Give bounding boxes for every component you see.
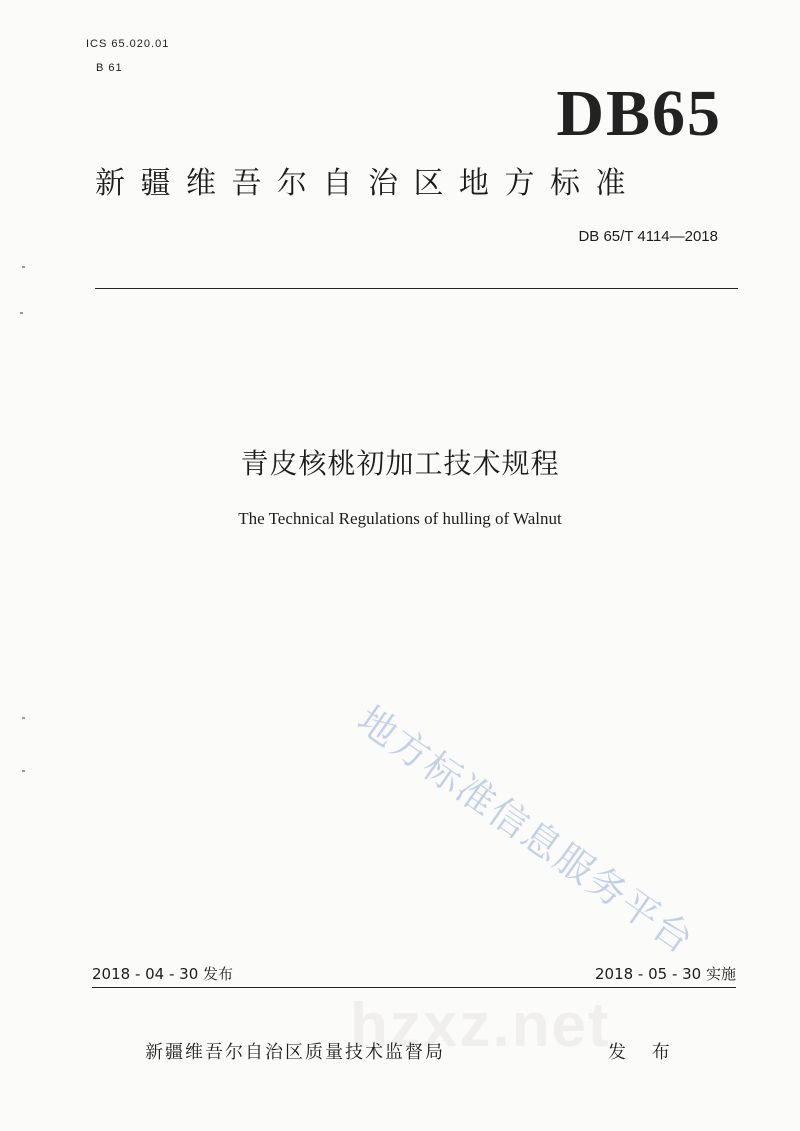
implementation-date: 2018 - 05 - 30 实施: [594, 965, 736, 983]
platform-watermark: 地方标准信息服务平台: [349, 697, 703, 963]
document-title-english: The Technical Regulations of hulling of Walnut: [238, 509, 562, 528]
issue-date: 2018 - 04 - 30 发布: [92, 965, 234, 983]
scan-speck: [20, 312, 23, 314]
scan-speck: [22, 717, 25, 719]
scan-speck: [22, 770, 25, 772]
document-title: 青皮核桃初加工技术规程: [240, 447, 560, 480]
standard-type-heading: 新疆维吾尔自治区地方标准: [95, 166, 641, 201]
classification-code: B 61: [96, 62, 123, 74]
ics-code: ICS 65.020.01: [86, 38, 170, 50]
publisher-name: 新疆维吾尔自治区质量技术监督局: [145, 1042, 445, 1063]
scan-speck: [22, 266, 25, 268]
publish-label: 发 布: [608, 1042, 680, 1063]
db-logo: DB65: [556, 77, 722, 150]
top-divider: [95, 288, 738, 289]
site-watermark: hzxz.net: [350, 991, 611, 1060]
standard-code: DB 65/T 4114—2018: [578, 228, 718, 245]
bottom-divider: [92, 987, 736, 988]
